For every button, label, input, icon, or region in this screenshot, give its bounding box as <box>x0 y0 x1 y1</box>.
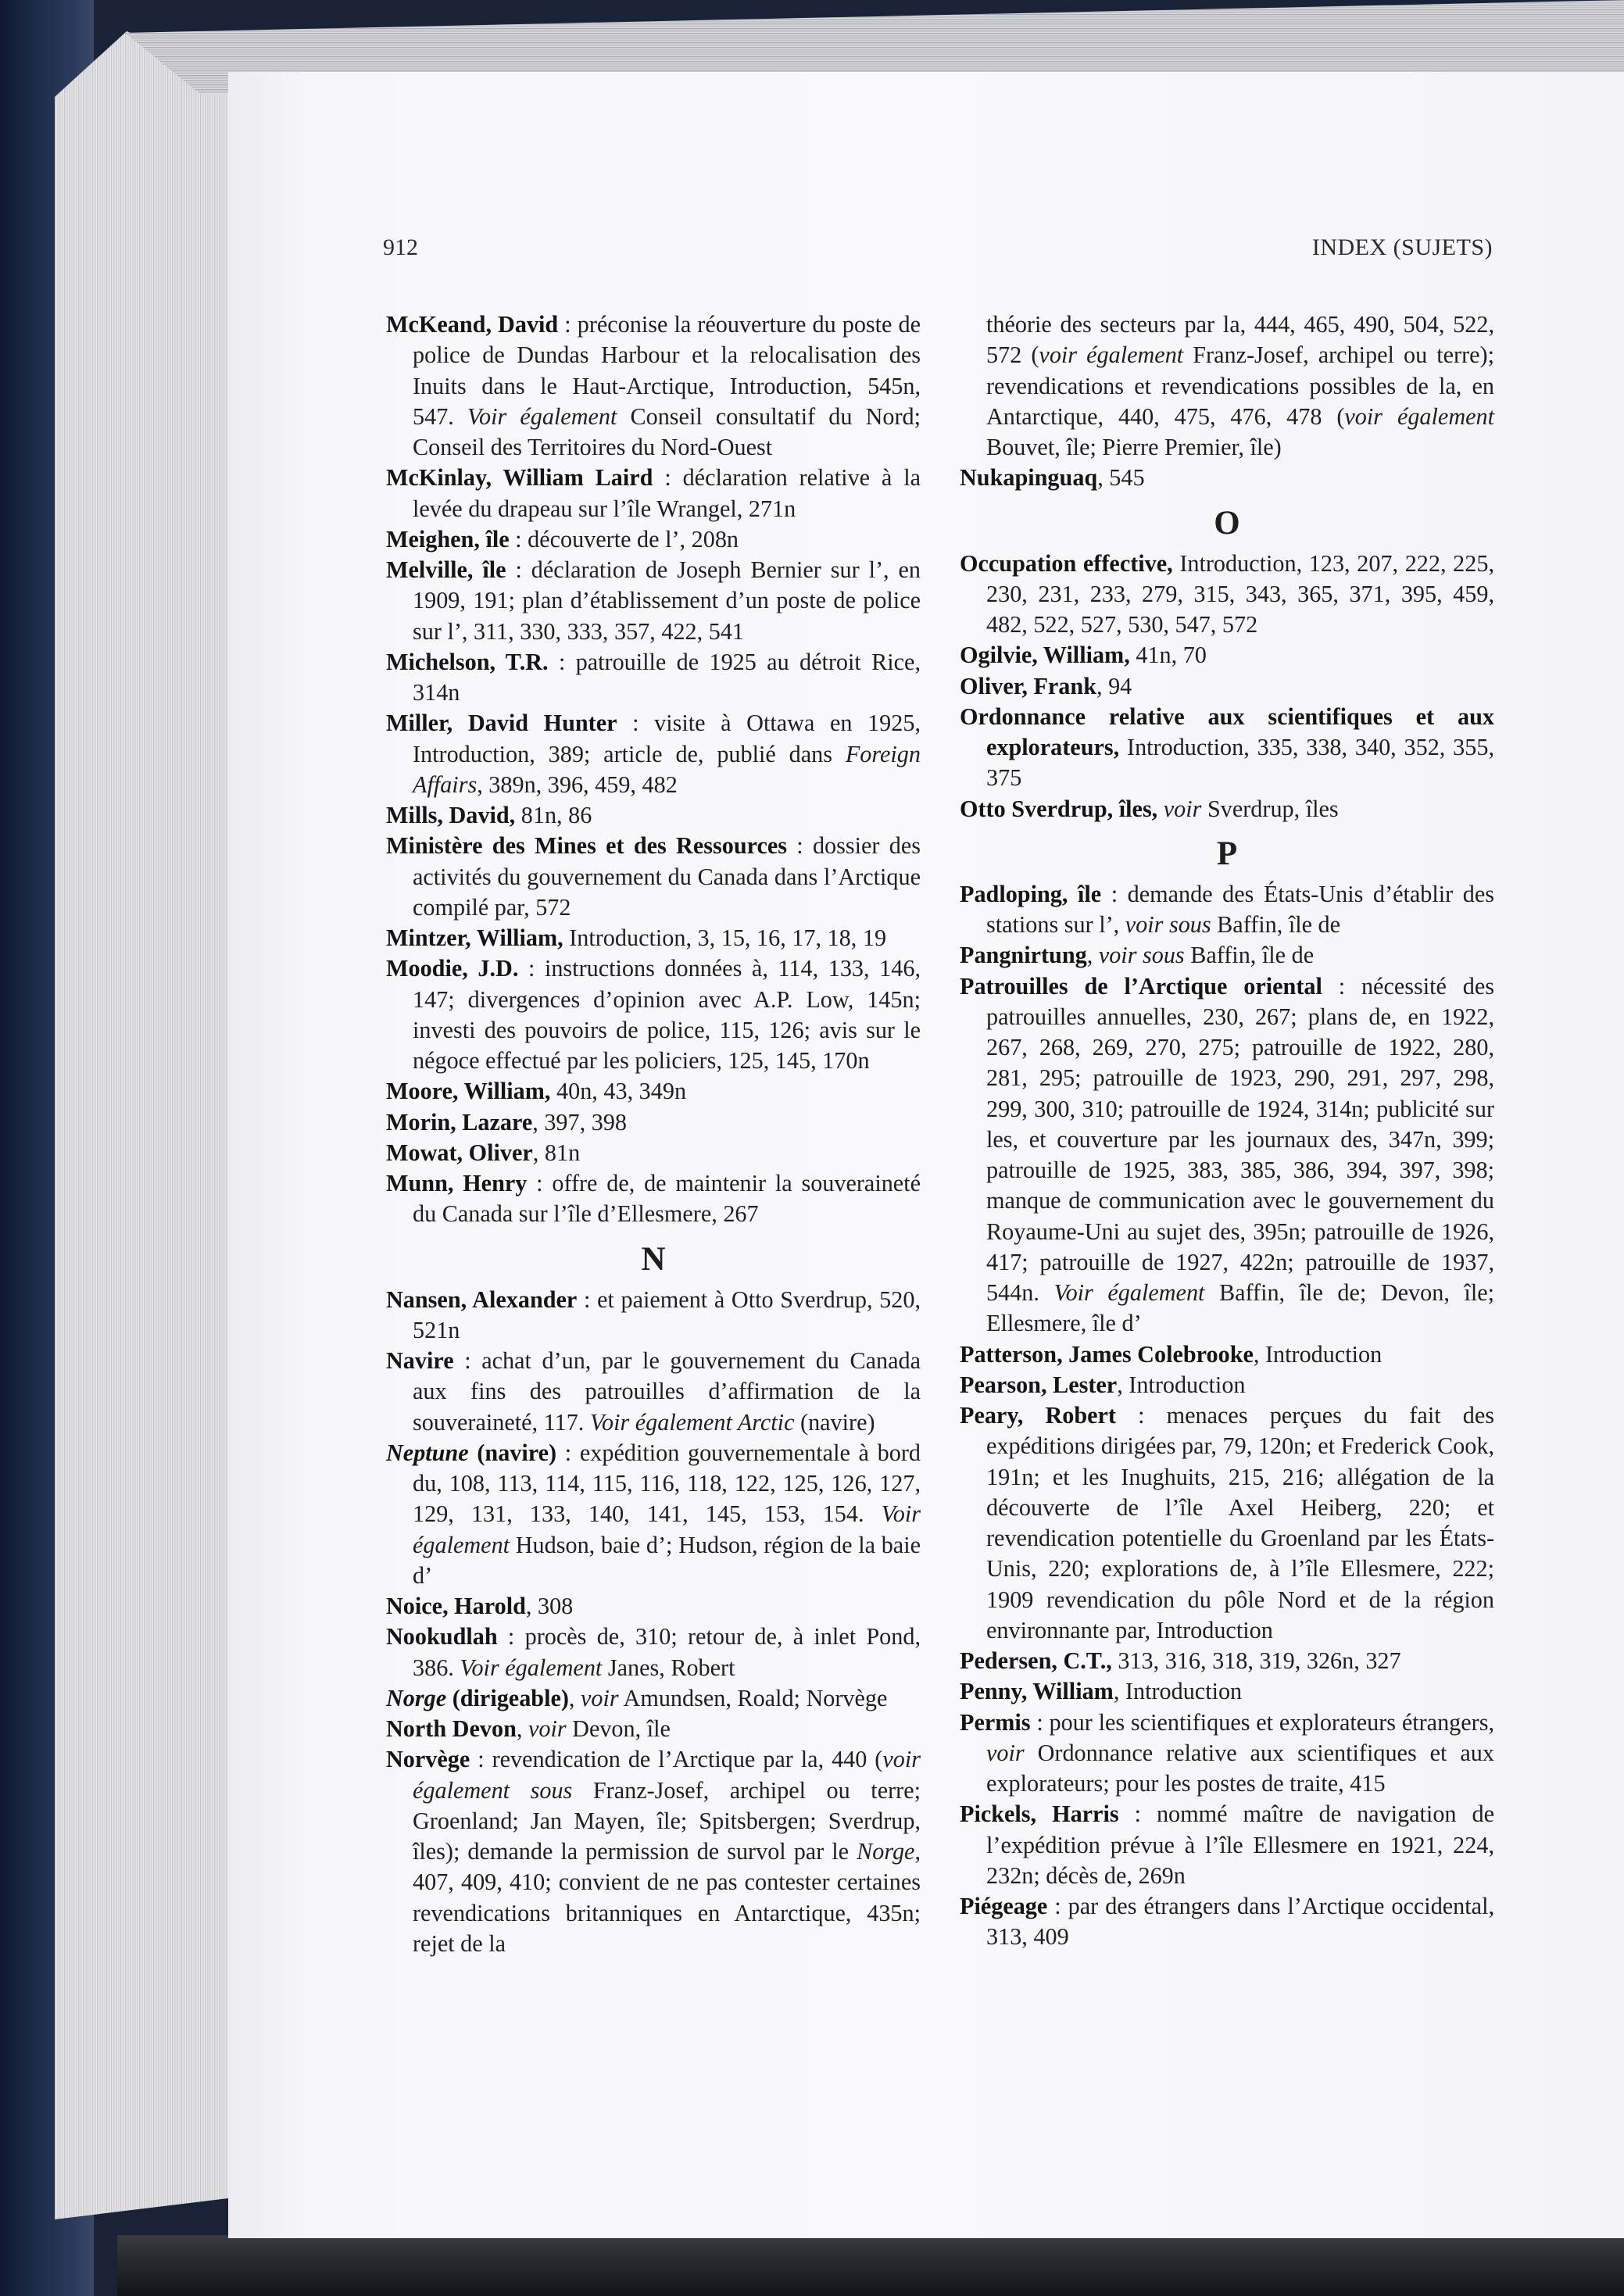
index-entry <box>386 647 921 709</box>
entry-text: Baffin, île de <box>1211 911 1341 938</box>
section-title: INDEX (SUJETS) <box>1311 234 1493 260</box>
entry-text: : nécessité des patrouilles annuelles, 230, 267; plans de, en 1922, 267, 268, 269, 270, 275; patrouille de 1922, 280, 281, 295; patrouille de 1923, 290, 291, 297, 298, 299, 300, 310; patrouille de 1924, 314n; publicité sur les, et couverture par les journaux des, 347n, 399; patrouille de 1925, 383, 385, 386, 394, 397, 398; manque de communication avec le gouvernement du Royaume-Uni au sujet des, 395n; patrouille de 1926, 417; patrouille de 1927, 422n; patrouille de 1937, 544n. <box>986 972 1494 1306</box>
entry-text: , <box>1086 942 1099 969</box>
entry-text: Janes, Robert <box>602 1654 735 1681</box>
entry-text: Introduction, 3, 15, 16, 17, 18, 19 <box>563 924 887 951</box>
index-entry <box>386 309 921 463</box>
entry-term: Nansen, Alexander <box>386 1286 578 1313</box>
index-entry <box>386 1138 921 1168</box>
entry-text: : instructions données à, 114, 133, 146, 147; divergences d’opinion avec A.P. Low, 145n; investi des pouvoirs de police, 115, 126; avis sur le négoce effectué par les policiers, 125, 145, 170n <box>413 955 921 1074</box>
index-entry <box>960 1676 1494 1707</box>
entry-term: (dirigeable) <box>446 1684 569 1711</box>
index-entry <box>386 1714 921 1744</box>
index-entry <box>960 1370 1494 1400</box>
entry-term: Pearson, Lester <box>960 1371 1118 1398</box>
entry-term: Munn, Henry <box>386 1170 528 1196</box>
index-entry <box>386 953 921 1076</box>
index-entry <box>960 671 1494 702</box>
index-entry <box>960 549 1494 641</box>
index-entry <box>386 1346 921 1438</box>
entry-term: Ogilvie, William, <box>960 642 1130 669</box>
entry-term: Melville, île <box>386 556 506 583</box>
entry-text: (navire) <box>794 1408 875 1436</box>
entry-text: , <box>568 1684 581 1711</box>
index-entry <box>386 555 921 647</box>
entry-cross-ref: voir également sous <box>413 1746 921 1804</box>
index-entry-continued <box>960 309 1494 463</box>
entry-term: Patrouilles de l’Arctique oriental <box>960 972 1322 1000</box>
entry-term: McKeand, David <box>386 311 559 338</box>
entry-term: Otto Sverdrup, îles, <box>960 795 1158 822</box>
entry-term: Patterson, James Colebrooke <box>960 1340 1254 1368</box>
entry-term: Permis <box>960 1708 1031 1736</box>
entry-cross-ref: Voir également <box>467 402 617 430</box>
bottom-shadow <box>117 2235 1624 2296</box>
entry-text: : découverte de l’, 208n <box>509 525 739 553</box>
index-entry <box>960 794 1494 824</box>
index-column-left <box>386 309 921 1959</box>
entry-term: North Devon <box>386 1715 517 1742</box>
entry-text: , Introduction <box>1117 1371 1246 1398</box>
entry-text: : visite à Ottawa en 1925, Introduction, 389; article de, publié dans <box>413 710 921 767</box>
entry-text: : procès de, 310; retour de, à inlet Pond, 386. <box>413 1623 921 1681</box>
index-letter-heading: O <box>1214 504 1240 542</box>
entry-term: (navire) <box>468 1439 557 1466</box>
entry-text: , Introduction <box>1113 1678 1243 1705</box>
entry-term: Ministère des Mines et des Ressources <box>386 832 788 860</box>
entry-text: : menaces perçues du fait des expéditions dirigées par, 79, 120n; et Frederick Cook, 191n; et les Inughuits, 215, 216; allégation de la découverte de l’île Axel Heiberg, 220; et revendication potentielle du Groenland par les États-Unis, 220; explorations de, à l’île Ellesmere, 222; 1909 revendication du pôle Nord et de la région environnante par, Introduction <box>986 1402 1494 1643</box>
entry-term: Moore, William, <box>386 1078 551 1105</box>
entry-text: , 397, 398 <box>532 1108 627 1135</box>
entry-text: Hudson, baie d’; Hudson, région de la baie d’ <box>413 1531 921 1589</box>
entry-term: Nookudlah <box>386 1623 498 1650</box>
entry-text: , 94 <box>1096 672 1132 699</box>
index-entry <box>386 923 921 953</box>
entry-term: Nukapinguaq <box>960 464 1098 492</box>
entry-text: : expédition gouvernementale à bord du, 108, 113, 114, 115, 116, 118, 122, 125, 126, 127, 129, 131, 133, 140, 141, 145, 153, 154. <box>413 1439 921 1528</box>
index-entry <box>386 1168 921 1230</box>
index-entry <box>960 463 1494 493</box>
entry-term: Morin, Lazare <box>386 1108 533 1135</box>
entry-text: : préconise la réouverture du poste de police de Dundas Harbour et la relocalisation des Inuits dans le Haut-Arctique, Introduction, 545n, 547. <box>413 311 921 430</box>
entry-cross-ref: Norge <box>857 1838 915 1865</box>
index-entry <box>386 800 921 831</box>
entry-cross-ref: Foreign Affairs <box>413 740 921 798</box>
entry-term: Michelson, T.R. <box>386 648 549 675</box>
index-entry <box>386 463 921 524</box>
entry-cross-ref: Voir également <box>460 1654 603 1681</box>
entry-cross-ref: Voir également <box>1053 1279 1205 1306</box>
entry-cross-ref: voir sous <box>1125 911 1211 938</box>
entry-text: 313, 316, 318, 319, 326n, 327 <box>1111 1647 1401 1674</box>
entry-text: 40n, 43, 349n <box>550 1078 687 1105</box>
page-stack-left <box>55 31 234 2219</box>
index-entry <box>960 1646 1494 1676</box>
entry-text: Baffin, île de <box>1184 942 1315 969</box>
entry-text: : patrouille de 1925 au détroit Rice, 314n <box>413 648 921 706</box>
entry-text: Bouvet, île; Pierre Premier, île) <box>986 434 1282 460</box>
entry-text: , 81n <box>532 1139 581 1166</box>
entry-term: Mintzer, William, <box>386 924 563 951</box>
index-entry <box>386 708 921 800</box>
index-entry <box>386 1438 921 1591</box>
entry-text: , 545 <box>1097 464 1145 492</box>
index-entry <box>960 971 1494 1339</box>
index-entry <box>960 1708 1494 1800</box>
entry-text: : achat d’un, par le gouvernement du Canada aux fins des patrouilles d’affirmation de la souveraineté, 117. <box>413 1347 921 1436</box>
entry-text: , 407, 409, 410; convient de ne pas contester certaines revendications britanniques en Antarctique, 435n; rejet de la <box>413 1838 921 1957</box>
index-entry <box>386 1285 921 1346</box>
index-entry <box>960 1891 1494 1953</box>
entry-text: 41n, 70 <box>1129 642 1207 669</box>
entry-term: Navire <box>386 1347 454 1374</box>
entry-text: Devon, île <box>566 1715 671 1742</box>
entry-term: Pickels, Harris <box>960 1801 1119 1828</box>
entry-term: Mowat, Oliver <box>386 1139 533 1166</box>
entry-text: Amundsen, Roald; Norvège <box>618 1684 888 1711</box>
entry-text: , 389n, 396, 459, 482 <box>477 771 678 798</box>
entry-cross-ref: voir également <box>1344 402 1494 430</box>
entry-cross-ref: voir <box>1163 795 1202 822</box>
index-entry <box>960 1339 1494 1370</box>
entry-text: Introduction, 335, 338, 340, 352, 355, 375 <box>986 734 1494 792</box>
entry-term: Norvège <box>386 1746 470 1773</box>
index-entry <box>960 702 1494 794</box>
index-entry <box>960 1799 1494 1891</box>
entry-text: Ordonnance relative aux scientifiques et aux explorateurs; pour les postes de traite, 415 <box>986 1739 1494 1797</box>
index-entry <box>386 831 921 923</box>
entry-term: Padloping, île <box>960 880 1102 907</box>
entry-text <box>1157 796 1164 822</box>
entry-term: Piégeage <box>960 1893 1048 1919</box>
entry-text: : pour les scientifiques et explorateurs étrangers, <box>1030 1708 1494 1736</box>
index-entry <box>386 1683 921 1714</box>
entry-text: Conseil consultatif du Nord; Conseil des Territoires du Nord-Ouest <box>413 402 921 460</box>
entry-term: Meighen, île <box>386 525 510 553</box>
entry-text: : revendication de l’Arctique par la, 440 ( <box>470 1746 883 1773</box>
entry-text: Franz-Josef, archipel ou terre; Groenland; Jan Mayen, île; Spitsbergen; Sverdrup, îles); demande la permission de survol par le <box>413 1776 921 1865</box>
entry-cross-ref: Voir également <box>413 1500 921 1558</box>
entry-text: Baffin, île de; Devon, île; Ellesmere, île d’ <box>986 1279 1494 1337</box>
entry-term: Pedersen, C.T., <box>960 1647 1112 1674</box>
index-letter-heading: P <box>1216 835 1238 872</box>
entry-text: Introduction, 123, 207, 222, 225, 230, 231, 233, 279, 315, 343, 365, 371, 395, 459, 482, 522, 527, 530, 547, 572 <box>986 549 1494 638</box>
index-letter-heading: N <box>641 1240 666 1278</box>
entry-term: Moodie, J.D. <box>386 955 519 982</box>
entry-cross-ref: voir <box>528 1715 567 1742</box>
entry-text: : dossier des activités du gouvernement du Canada dans l’Arctique compilé par, 572 <box>413 832 921 921</box>
entry-text: , <box>516 1715 528 1742</box>
entry-term: Norge <box>386 1684 447 1711</box>
entry-text: : par des étrangers dans l’Arctique occidental, 313, 409 <box>986 1893 1494 1951</box>
index-entry <box>960 1400 1494 1646</box>
entry-text: , Introduction <box>1253 1340 1383 1368</box>
entry-text: : demande des États-Unis d’établir des stations sur l’, <box>986 880 1494 938</box>
entry-term: Occupation effective, <box>960 549 1173 577</box>
index-entry <box>386 1076 921 1107</box>
entry-text: 81n, 86 <box>515 802 592 828</box>
page-number: 912 <box>383 234 418 260</box>
index-entry <box>386 1591 921 1622</box>
entry-cross-ref: voir <box>986 1739 1025 1766</box>
entry-text: , 308 <box>525 1593 574 1619</box>
entry-text: théorie des secteurs par la, 444, 465, 490, 504, 522, 572 ( <box>986 311 1494 369</box>
entry-text: : déclaration relative à la levée du drapeau sur l’île Wrangel, 271n <box>413 464 921 522</box>
entry-term: Neptune <box>386 1439 469 1466</box>
entry-text: : et paiement à Otto Sverdrup, 520, 521n <box>413 1286 921 1343</box>
entry-text: Sverdrup, îles <box>1201 795 1339 822</box>
entry-term: Ordonnance relative aux scientifiques et aux explorateurs, <box>960 703 1494 760</box>
entry-term: Noice, Harold <box>386 1593 526 1619</box>
entry-cross-ref: Voir également Arctic <box>589 1408 795 1436</box>
index-entry <box>386 1744 921 1959</box>
entry-text: : offre de, de maintenir la souveraineté du Canada sur l’île d’Ellesmere, 267 <box>413 1170 921 1228</box>
entry-text: : nommé maître de navigation de l’expédition prévue à l’île Ellesmere en 1921, 224, 232n; décès de, 269n <box>986 1801 1494 1889</box>
index-column-right <box>960 309 1494 1953</box>
entry-text: : déclaration de Joseph Bernier sur l’, en 1909, 191; plan d’établissement d’un poste de police sur l’, 311, 330, 333, 357, 422, 541 <box>413 556 921 645</box>
index-entry <box>960 879 1494 941</box>
entry-term: McKinlay, William Laird <box>386 464 653 492</box>
entry-term: Pangnirtung <box>960 942 1087 969</box>
index-entry <box>386 1622 921 1683</box>
entry-term: Peary, Robert <box>960 1402 1116 1429</box>
entry-text: Franz-Josef, archipel ou terre); revendications et revendications possibles de la, en Antarctique, 440, 475, 476, 478 ( <box>986 342 1494 430</box>
entry-term: Penny, William <box>960 1678 1114 1705</box>
entry-cross-ref: voir sous <box>1098 942 1185 969</box>
index-entry <box>386 1107 921 1138</box>
entry-term: Miller, David Hunter <box>386 710 617 737</box>
entry-term: Mills, David, <box>386 802 516 828</box>
index-entry <box>386 524 921 555</box>
running-head <box>383 234 1493 266</box>
entry-cross-ref: voir <box>581 1684 619 1711</box>
entry-term: Oliver, Frank <box>960 672 1096 699</box>
index-entry <box>960 640 1494 671</box>
index-entry <box>960 940 1494 971</box>
entry-cross-ref: voir également <box>1039 342 1184 369</box>
